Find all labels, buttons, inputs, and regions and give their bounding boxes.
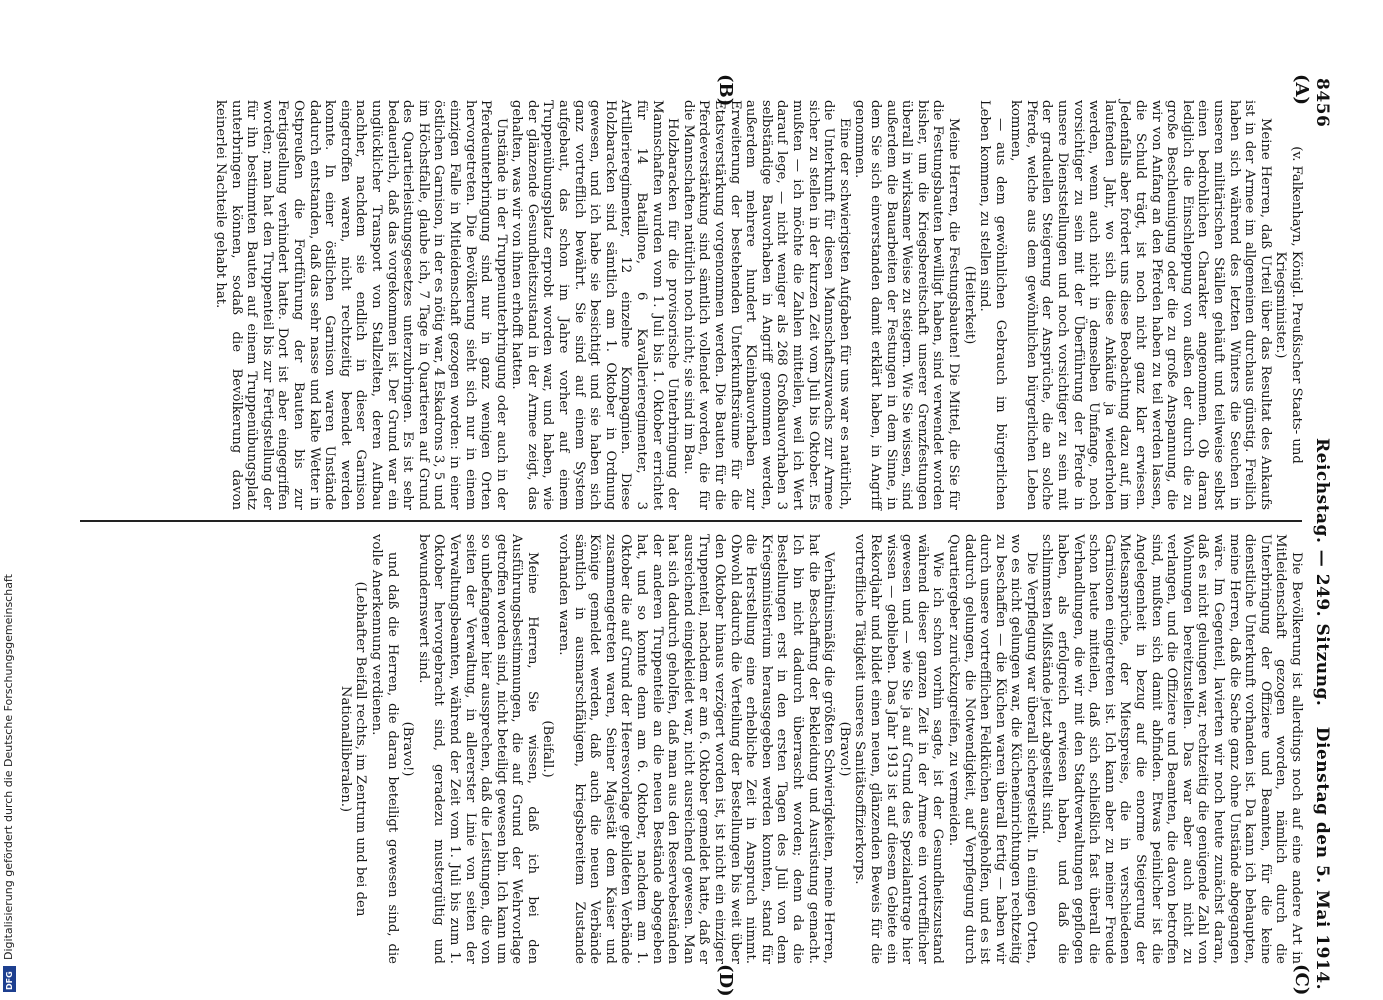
interjection: (Bravo!) [400,721,416,777]
paragraph: — aus dem gewöhnlichen Gebrauch im bürgerlichen Leben kommen, zu stellen sind. [977,100,1008,510]
header-date: Dienstag den 5. Mai 1914. [1312,726,1332,990]
column-divider [80,520,1302,522]
paragraph: Die Verpflegung war überall sichergestellt. In einigen Orten, wo es nicht gelungen war, die Kücheneinrichtungen rechtzeitig zu beschaffen — die Küchen waren überall fertig — haben wir durch unsere vortrefflichen Feldküchen ausgeholfen, und es ist dadurch gelungen, die Notwendigkeit, auf Verpflegung durch Quartiergeber zurückzugreifen, zu vermeiden. [945,534,1039,964]
paragraph: Unstände in der Truppenunterbringung oder auch in der Pferdeunterbringung sind nur in ganz wenigen Orten hervorgetreten. Die Bevölkerung sieht sich nur in einem einzigen Falle in Mitleidenschaft gezogen worden: in einer östlichen Garnison, in der es nötig war, 4 Eskadrons 3, 5 und im Höchstfalle, glaube ich, 7 Tage in Quartieren auf Grund des Quartierleistungsgesetzes unterzubringen. Es ist sehr bedauerlich, daß das vorgekommen ist. Der Grund war ein unglücklicher Transport von Stallzelten, deren Aufbau nachher, nachdem sie endlich in dieser Garnison eingetroffen waren, nicht rechtzeitig beendet werden konnte. In einer östlichen Garnison waren Unstände dadurch entstanden, daß das sehr nasse und kalte Wetter in Ostpreußen die Fortführung der Bauten bis zur Fertigstellung verhindert hatte. Dort ist aber eingegriffen worden; man hat den Truppenteil bis zur Fertigstellung der für ihn bestimmten Bauten auf einem Truppenübungsplatz unterbringen können, sodaß die Bevölkerung davon keinerlei Nachteile gehabt hat. [213,100,509,510]
margin-marker-a: (A) [1291,74,1312,105]
right-column [79,534,1304,964]
paragraph: Verhältnismäßig die größten Schwierigkeiten, meine Herren, hat die Beschaffung der Bekleidung und Ausrüstung gemacht. Ich bin nicht dadurch überrascht worden; denn da die Bestellungen erst in den ersten Tagen des Juli von dem Kriegsministerium herausgegeben werden konnten, stand für die Herstellung eine erhebliche Zeit in Anspruch nimmt. Obwohl dadurch die Verteilung der Bestellungen bis weit über den Oktober hinaus verzögert worden ist, ist nicht ein einziger Truppenteil, nachdem er am 6. Oktober gemeldet hatte, daß er ausreichend eingekleidet war, nicht ausreichend gewesen. Man hat sich dadurch geholfen, daß man aus den Reservebeständen der anderen Truppenteile an die neuen Bestände abgegeben hat, und so konnte denn am 6. Oktober, nachdem am 1. Oktober die auf Grund der Heeresvorlage gebildeten Verbände zusammengetreten waren, Seiner Majestät dem Kaiser und Könige gemeldet werden, daß auch die neuen Verbände sämtlich in ausmarschfähigem, kriegsbereitem Zustande vorhanden waren. [556,534,837,964]
paragraph: Wie ich schon vorhin sagte, ist der Gesundheitszustand während dieser ganzen Zeit in der Armee ein vortrefflicher gewesen und — wie Sie ja auf Grund des Spezialantrage hier wissen — geblieben. Das Jahr 1913 ist auf diesem Gebiete ein Rekordjahr und bildet einen neuen, glänzenden Beweis für die vortreffliche Tätigkeit unseres Sanitätsoffizierkorps. [852,534,946,964]
margin-marker-d: (D) [715,964,736,997]
digitization-credit: Digitalisierung gefördert durch die Deutsche Forschungsgemeinschaft [2,574,15,960]
margin-marker-c: (C) [1291,964,1312,996]
paragraph: Die Bevölkerung ist allerdings noch auf eine andere Art in Mitleidenschaft gezogen worden, nämlich durch die Unterbringung der Offiziere und Beamten, für die keine dienstliche Unterkunft vorhanden ist. Da kann ich behaupten, meine Herren, daß die Sache ganz ohne Unstände abgegangen wäre. Im Gegenteil, lavierten wir noch heute zunächst daran, daß es nicht gelungen war, rechtzeitig die genügende Zahl von Wohnungen bereitzustellen. Das war aber auch nicht zu verlangen, und die Offiziere und Beamten, die davon betroffen sind, mußten sich damit abfinden. Etwas peinlicher ist die Angelegenheit in bezug auf die enorme Steigerung der Mietsansprüche, der Mietspreise, die in verschiedenen Garnisonen eingetreten ist. Ich kann aber zu meiner Freude schon heute mitteilen, daß sich schließlich fast überall die Verhandlungen, die wir mit den Stadtverwaltungen gepflogen haben, als erfolgreich erwiesen haben, und daß die schlimmsten Mißstände jetzt abgestellt sind. [1039,534,1304,964]
paragraph: und daß die Herren, die daran beteiligt gewesen sind, die volle Anerkennung verdienen. [368,534,400,964]
dfg-logo-text: DFG [5,971,14,990]
rotated-page [46,72,1336,996]
interjection: (Bravo!) [836,721,852,777]
paragraph: Meine Herren, Sie wissen, daß ich bei den Ausführungsbestimmungen, die auf Grund der Wehrvorlage getroffen worden sind, nicht beteiligt gewesen bin. Ich kann um so unbefangener hier aussprechen, daß die Leistungen, die von seiten der Verwaltung, in allererster Linie von seiten der Verwaltungsbeamten, während der Zeit vom 1. Juli bis zum 1. Oktober hervorgebracht sind, geradezu mustergültig und bewundernswert sind. [415,534,540,964]
interjection: (Beifall.) [540,720,556,778]
dfg-logo [3,966,16,992]
left-column [79,100,1304,510]
speaker-line: (v. Falkenhayn, Königl. Preußischer Staats- und Kriegsminister.) [1273,146,1304,464]
interjection: (Heiterkeit) [961,265,977,345]
margin-marker-b: (B) [715,74,736,107]
paragraph: Meine Herren, die Festungsbauten! Die Mittel, die Sie für die Festungsbauten bewilligt haben, sind verwendet worden bisher, um die Kriegsbereitschaft unserer Grenzfestungen überall in wirksamer Weise zu steigern. Wie Sie wissen, sind außerdem die Bauarbeiten der Festungen in dem Sinne, in dem Sie sich einverstanden damit erklärt haben, in Angriff genommen. [852,100,961,510]
interjection: (Lebhafter Beifall rechts, im Zentrum und bei den Nationalliberalen.) [337,581,369,917]
page-number: 8456 [1312,78,1332,128]
header-title: Reichstag. — 249. Sitzung. [1312,438,1332,707]
page-header [1312,78,1332,990]
paragraph: Meine Herren, daß Urteil über das Resultat des Ankaufs ist in der Armee im allgemeinen durchaus günstig. Freilich haben sich während des letzten Winters die Seuchen in unseren militärischen Ställen gehäuft und teilweise selbst einen bedrohlichen Charakter angenommen. Ob daran lediglich die Einschleppung von außen der durch die zu große Beschleunigung oder die zu große Anspannung, die wir von Anfang an den Pferden haben zu teil werden lassen, die Schuld trägt, ist noch nicht ganz klar erwiesen. Jedenfalls aber fordert uns diese Beobachtung dazu auf, im laufenden Jahr, wo sich diese Ankäufe ja wiederholen werden, wenn auch nicht in demselben Umfange, noch vorsichtiger zu sein mit der Überführung der Pferde in unsere Dienststellungen und noch vorsichtiger zu sein mit der graduellen Steigerung der Ansprüche, die an solche Pferde, welche aus dem gewöhnlichen bürgerlichen Leben kommen, [1008,100,1273,510]
paragraph: Eine der schwierigsten Aufgaben für uns war es natürlich, die Unterkunft für diesen Mannschaftszuwachs zur Armee sicher zu stellen in der kurzen Zeit vom Juli bis Oktober. Es mußten — ich möchte die Zahlen mitteilen, weil ich Wert darauf lege, — nicht weniger als 268 Großbauvorhaben 3 selbständige Bauvorhaben in Angriff genommen werden, außerdem mehrere hundert Kleinbauvorhaben zur Erweiterung der bestehenden Unterkunftsräume für die Etatsverstärkung vorgenommen werden. Die Bauten für die Pferdeverstärkung sind sämtlich vollendet worden, die für die Mannschaften natürlich noch nicht; sie sind im Bau. [680,100,852,510]
paragraph: Holzbaracken für die provisorische Unterbringung der Mannschaften wurden vom 1. Juli bis 1. Oktober errichtet für 14 Bataillone, 6 Kavallerieregimenter, 3 Artillerieregimenter, 12 einzelne Kompagnien. Diese Holzbaracken sind sämtlich am 1. Oktober in Ordnung gewesen, und ich habe sie besichtigt und sie haben sich ganz vortrefflich bewährt. Sie sind auf einem System aufgebaut, das schon im Jahre vorher auf einem Truppenübungsplatz erprobt worden war, und haben, wie der glänzende Gesundheitszustand in der Armee zeigt, das gehalten, was wir von ihnen erhofft hatten. [509,100,681,510]
